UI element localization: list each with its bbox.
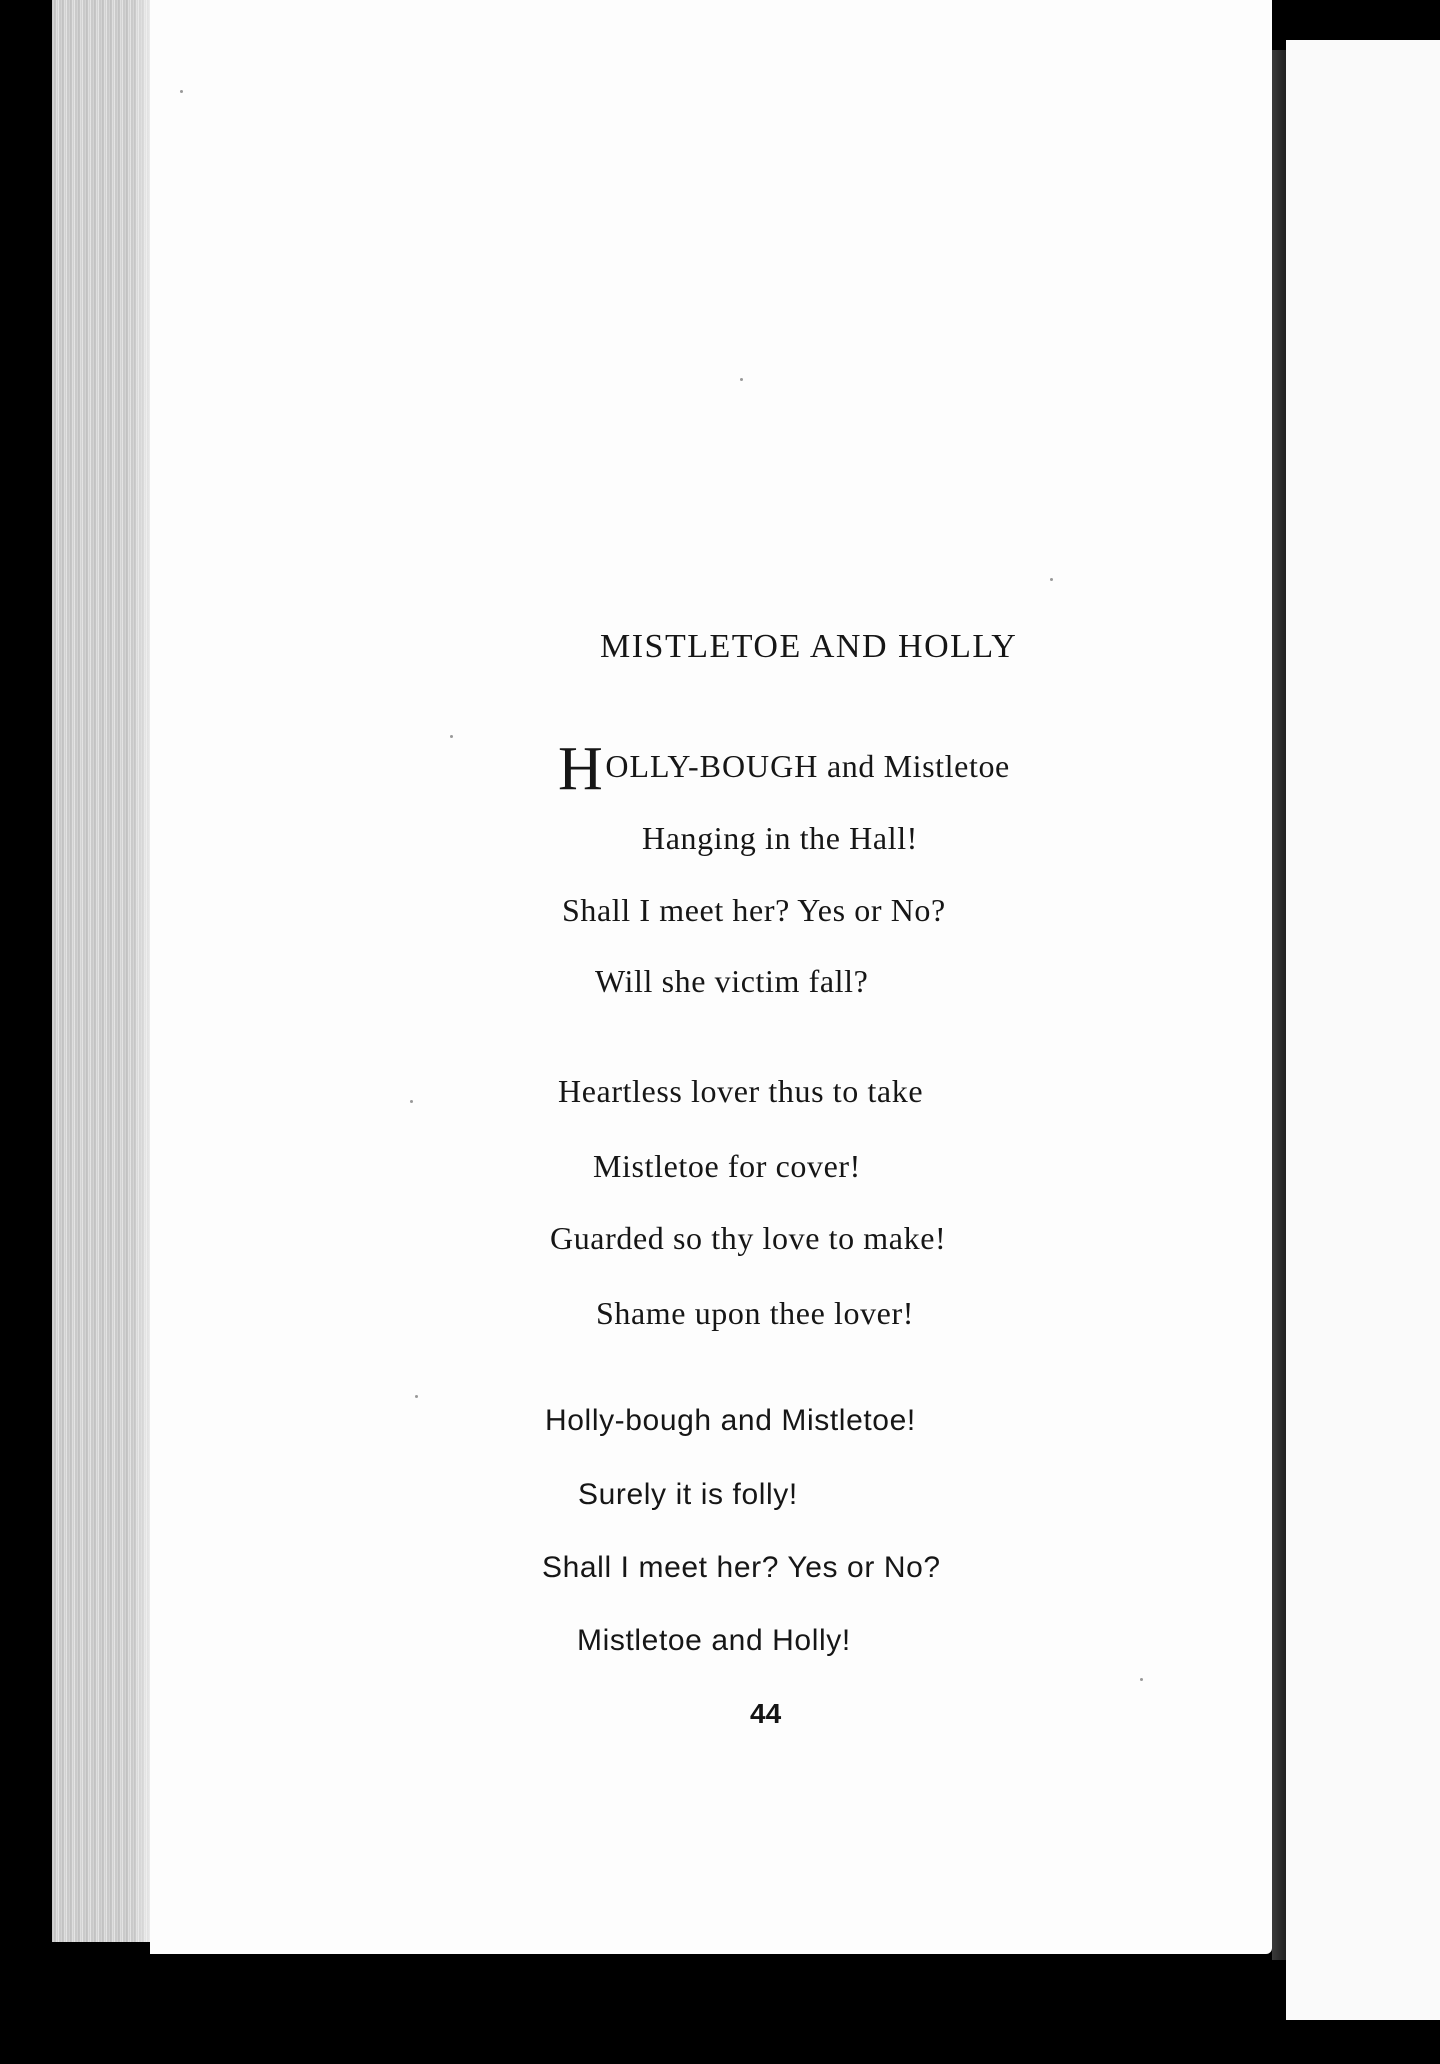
poem <box>150 0 1272 1954</box>
page-edges <box>52 0 162 1942</box>
poem-line: Will she victim fall? <box>595 963 869 999</box>
facing-page <box>1286 40 1440 2020</box>
first-line-rest: and Mistletoe <box>826 748 1010 784</box>
poem-line: Guarded so thy love to make! <box>550 1220 947 1256</box>
drop-cap: H <box>558 735 604 803</box>
poem-line: Mistletoe and Holly! <box>577 1624 851 1657</box>
poem-line: Shame upon thee lover! <box>596 1295 914 1331</box>
poem-line: Surely it is folly! <box>578 1478 798 1511</box>
poem-line: Heartless lover thus to take <box>558 1073 924 1109</box>
poem-line: Shall I meet her? Yes or No? <box>542 1551 941 1584</box>
poem-title: MISTLETOE AND HOLLY <box>600 628 1018 665</box>
first-line-caps: OLLY-BOUGH <box>605 748 819 784</box>
poem-line: Hanging in the Hall! <box>642 820 918 856</box>
poem-line: Mistletoe for cover! <box>593 1148 861 1184</box>
book-page <box>150 0 1272 1954</box>
poem-first-line <box>558 735 1010 803</box>
page-number: 44 <box>750 1698 782 1729</box>
poem-line: Holly-bough and Mistletoe! <box>545 1404 916 1437</box>
poem-line: Shall I meet her? Yes or No? <box>562 892 946 928</box>
